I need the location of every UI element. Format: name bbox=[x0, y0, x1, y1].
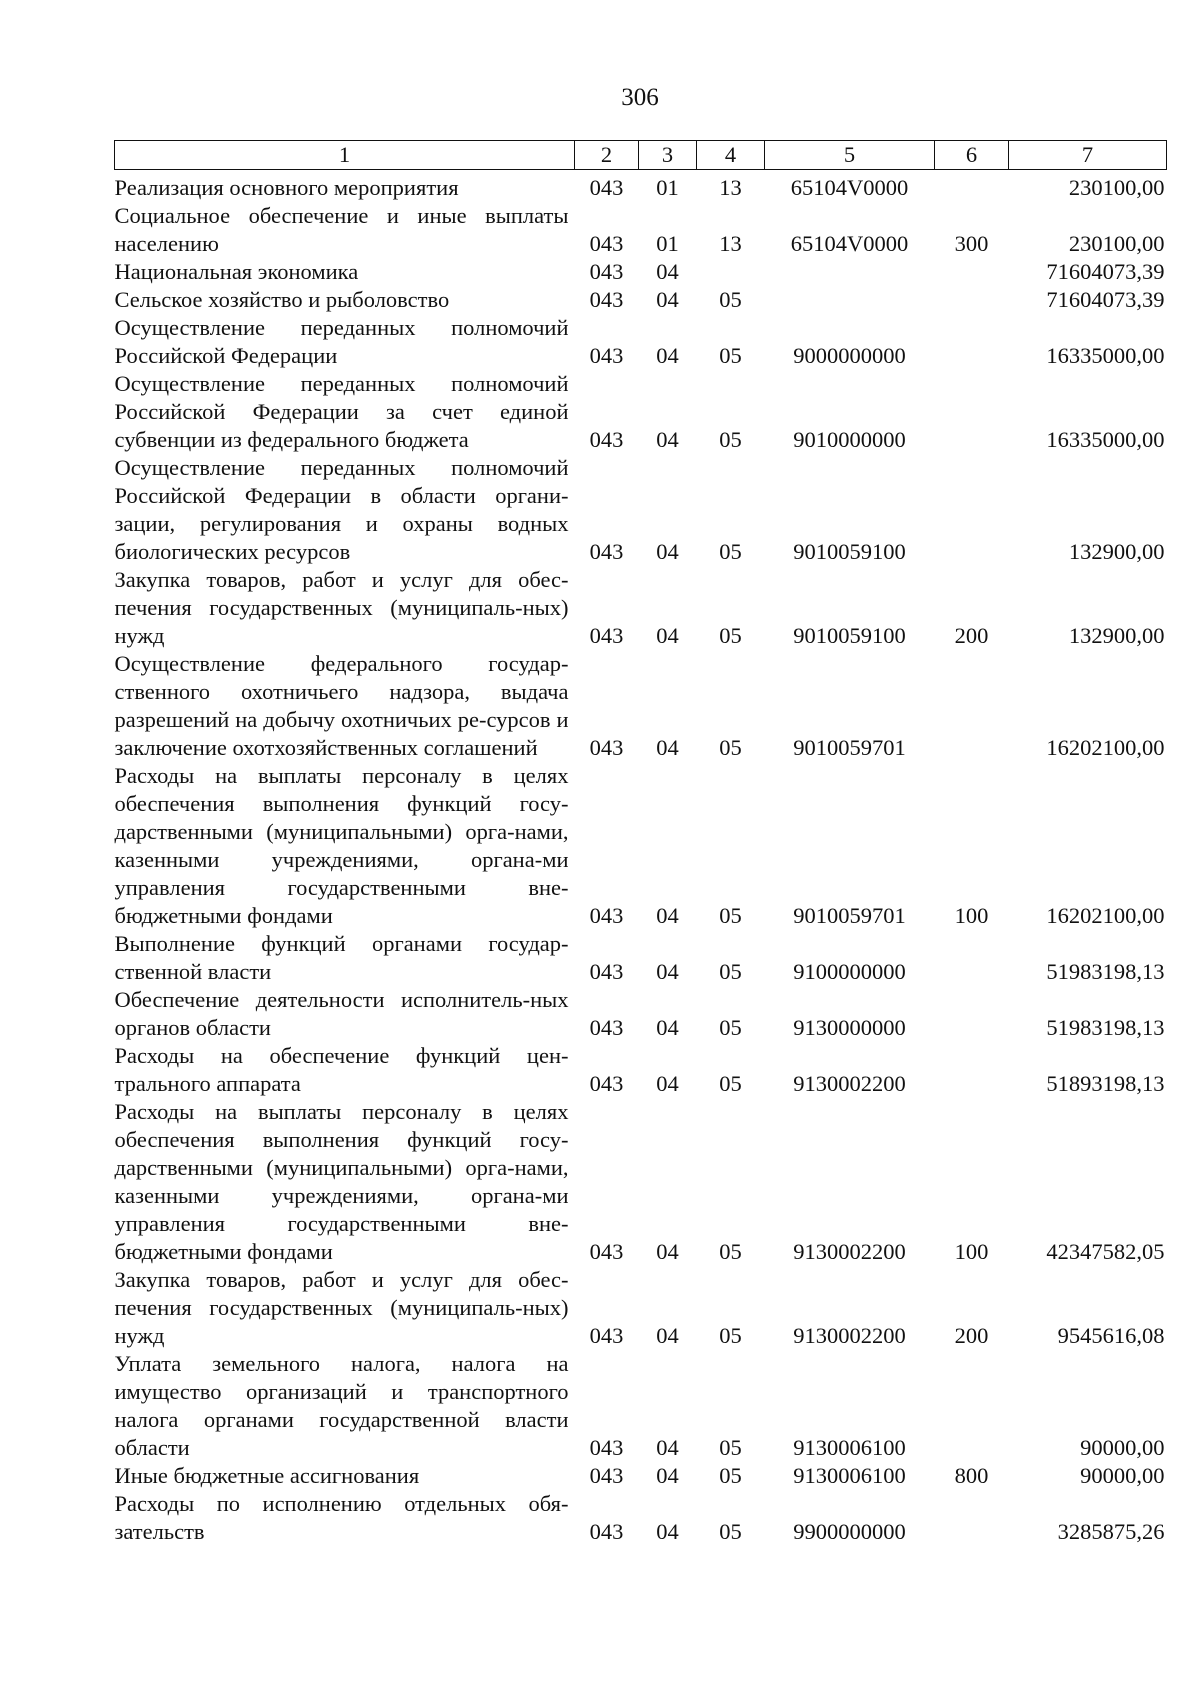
table-row bbox=[115, 370, 1167, 454]
amount: 3285875,26 bbox=[1057, 1519, 1165, 1544]
subsection-code: 05 bbox=[719, 1519, 742, 1544]
target-article-code: 9130000000 bbox=[793, 1015, 906, 1040]
target-article-code: 9010059701 bbox=[793, 903, 906, 928]
column-header: 5 bbox=[765, 141, 935, 170]
target-article-code: 9130002200 bbox=[793, 1239, 906, 1264]
subsection-code bbox=[697, 258, 765, 286]
ministry-code: 043 bbox=[589, 427, 624, 452]
table-row bbox=[115, 1490, 1167, 1546]
section-code: 01 bbox=[656, 231, 679, 256]
target-article-code: 9010059100 bbox=[793, 539, 906, 564]
ministry-code: 043 bbox=[589, 903, 624, 928]
table-row bbox=[115, 930, 1167, 986]
page-number: 306 bbox=[621, 84, 659, 111]
item-name: Национальная экономика bbox=[114, 259, 359, 284]
subsection-code: 05 bbox=[719, 1435, 742, 1460]
amount: 51983198,13 bbox=[1046, 959, 1165, 984]
item-name: Расходы на выплаты персоналу в целях обеспечения выполнения функций госу-дарственными (муниципальными) орга-нами, казенными учреждениями, органа-ми управления государственными вне-бюджетными фондами bbox=[114, 763, 569, 928]
section-code: 04 bbox=[656, 343, 679, 368]
table-row bbox=[115, 1042, 1167, 1098]
amount: 51983198,13 bbox=[1046, 1015, 1165, 1040]
target-article-code: 9130006100 bbox=[793, 1463, 906, 1488]
amount: 9545616,08 bbox=[1057, 1323, 1165, 1348]
ministry-code: 043 bbox=[589, 1323, 624, 1348]
column-header: 7 bbox=[1009, 141, 1167, 170]
item-name: Расходы на выплаты персоналу в целях обеспечения выполнения функций госу-дарственными (муниципальными) орга-нами, казенными учреждениями, органа-ми управления государственными вне-бюджетными фондами bbox=[114, 1099, 569, 1264]
expense-type-code bbox=[935, 314, 1009, 370]
table-row bbox=[115, 1462, 1167, 1490]
ministry-code: 043 bbox=[589, 1239, 624, 1264]
expense-type-code: 800 bbox=[954, 1463, 989, 1488]
header-row bbox=[115, 141, 1167, 170]
target-article-code: 9010059100 bbox=[793, 623, 906, 648]
table-row bbox=[115, 566, 1167, 650]
expense-type-code: 300 bbox=[954, 231, 989, 256]
item-name: Иные бюджетные ассигнования bbox=[114, 1463, 420, 1488]
target-article-code bbox=[765, 258, 935, 286]
item-name: Закупка товаров, работ и услуг для обес-печения государственных (муниципаль-ных) нужд bbox=[114, 1267, 569, 1348]
table-row bbox=[115, 986, 1167, 1042]
target-article-code: 65104V0000 bbox=[790, 231, 909, 256]
amount: 90000,00 bbox=[1080, 1435, 1165, 1460]
item-name: Реализация основного мероприятия bbox=[114, 175, 459, 200]
column-header: 4 bbox=[697, 141, 765, 170]
ministry-code: 043 bbox=[589, 539, 624, 564]
amount: 16335000,00 bbox=[1046, 427, 1165, 452]
expense-type-code bbox=[935, 258, 1009, 286]
subsection-code: 05 bbox=[719, 959, 742, 984]
amount: 71604073,39 bbox=[1046, 287, 1165, 312]
budget-table bbox=[114, 140, 1167, 1546]
expense-type-code bbox=[935, 454, 1009, 566]
amount: 230100,00 bbox=[1068, 175, 1165, 200]
section-code: 04 bbox=[656, 623, 679, 648]
expense-type-code: 100 bbox=[954, 903, 989, 928]
section-code: 04 bbox=[656, 1435, 679, 1460]
amount: 132900,00 bbox=[1068, 623, 1165, 648]
section-code: 01 bbox=[656, 175, 679, 200]
ministry-code: 043 bbox=[589, 259, 624, 284]
item-name: Социальное обеспечение и иные выплаты населению bbox=[114, 203, 569, 256]
subsection-code: 05 bbox=[719, 623, 742, 648]
amount: 42347582,05 bbox=[1046, 1239, 1165, 1264]
subsection-code: 05 bbox=[719, 427, 742, 452]
target-article-code: 9010059701 bbox=[793, 735, 906, 760]
ministry-code: 043 bbox=[589, 287, 624, 312]
section-code: 04 bbox=[656, 903, 679, 928]
amount: 51893198,13 bbox=[1046, 1071, 1165, 1096]
amount: 132900,00 bbox=[1068, 539, 1165, 564]
target-article-code: 9010000000 bbox=[793, 427, 906, 452]
table-row bbox=[115, 170, 1167, 203]
subsection-code: 05 bbox=[719, 1463, 742, 1488]
expense-type-code bbox=[935, 1350, 1009, 1462]
item-name: Расходы по исполнению отдельных обя-зательств bbox=[114, 1491, 569, 1544]
ministry-code: 043 bbox=[589, 1463, 624, 1488]
ministry-code: 043 bbox=[589, 1015, 624, 1040]
amount: 16202100,00 bbox=[1046, 735, 1165, 760]
section-code: 04 bbox=[656, 427, 679, 452]
expense-type-code: 200 bbox=[954, 623, 989, 648]
ministry-code: 043 bbox=[589, 735, 624, 760]
column-header: 1 bbox=[115, 141, 575, 170]
item-name: Расходы на обеспечение функций цен-трального аппарата bbox=[114, 1043, 569, 1096]
target-article-code: 9000000000 bbox=[793, 343, 906, 368]
amount: 71604073,39 bbox=[1046, 259, 1165, 284]
section-code: 04 bbox=[656, 1323, 679, 1348]
table-row bbox=[115, 650, 1167, 762]
item-name: Осуществление переданных полномочий Российской Федерации в области органи-зации, регулирования и охраны водных биологических ресурсов bbox=[114, 455, 569, 564]
table-row bbox=[115, 1098, 1167, 1266]
subsection-code: 05 bbox=[719, 1071, 742, 1096]
section-code: 04 bbox=[656, 1239, 679, 1264]
target-article-code: 65104V0000 bbox=[790, 175, 909, 200]
subsection-code: 13 bbox=[719, 231, 742, 256]
expense-type-code bbox=[935, 170, 1009, 203]
ministry-code: 043 bbox=[589, 175, 624, 200]
section-code: 04 bbox=[656, 1463, 679, 1488]
section-code: 04 bbox=[656, 735, 679, 760]
target-article-code: 9100000000 bbox=[793, 959, 906, 984]
subsection-code: 13 bbox=[719, 175, 742, 200]
expense-type-code bbox=[935, 1042, 1009, 1098]
section-code: 04 bbox=[656, 1071, 679, 1096]
expense-type-code: 200 bbox=[954, 1323, 989, 1348]
target-article-code: 9130002200 bbox=[793, 1071, 906, 1096]
column-header: 6 bbox=[935, 141, 1009, 170]
table-row bbox=[115, 1266, 1167, 1350]
subsection-code: 05 bbox=[719, 735, 742, 760]
section-code: 04 bbox=[656, 959, 679, 984]
subsection-code: 05 bbox=[719, 539, 742, 564]
expense-type-code bbox=[935, 986, 1009, 1042]
subsection-code: 05 bbox=[719, 903, 742, 928]
ministry-code: 043 bbox=[589, 623, 624, 648]
section-code: 04 bbox=[656, 259, 679, 284]
section-code: 04 bbox=[656, 539, 679, 564]
expense-type-code bbox=[935, 286, 1009, 314]
column-header: 3 bbox=[639, 141, 697, 170]
target-article-code: 9900000000 bbox=[793, 1519, 906, 1544]
section-code: 04 bbox=[656, 1015, 679, 1040]
table-row bbox=[115, 258, 1167, 286]
item-name: Уплата земельного налога, налога на имущество организаций и транспортного налога органами государственной власти области bbox=[114, 1351, 569, 1460]
ministry-code: 043 bbox=[589, 1435, 624, 1460]
subsection-code: 05 bbox=[719, 343, 742, 368]
column-header: 2 bbox=[575, 141, 639, 170]
subsection-code: 05 bbox=[719, 1323, 742, 1348]
expense-type-code bbox=[935, 370, 1009, 454]
section-code: 04 bbox=[656, 287, 679, 312]
item-name: Закупка товаров, работ и услуг для обес-печения государственных (муниципаль-ных) нужд bbox=[114, 567, 569, 648]
item-name: Обеспечение деятельности исполнитель-ных органов области bbox=[114, 987, 569, 1040]
table-row bbox=[115, 286, 1167, 314]
section-code: 04 bbox=[656, 1519, 679, 1544]
amount: 230100,00 bbox=[1068, 231, 1165, 256]
item-name: Осуществление федерального государ-ственного охотничьего надзора, выдача разрешений на добычу охотничьих ре-сурсов и заключение охотхозяйственных соглашений bbox=[114, 651, 569, 760]
item-name: Осуществление переданных полномочий Российской Федерации за счет единой субвенции из федерального бюджета bbox=[114, 371, 569, 452]
subsection-code: 05 bbox=[719, 1015, 742, 1040]
item-name: Осуществление переданных полномочий Российской Федерации bbox=[114, 315, 569, 368]
amount: 16202100,00 bbox=[1046, 903, 1165, 928]
table-row bbox=[115, 314, 1167, 370]
expense-type-code: 100 bbox=[954, 1239, 989, 1264]
item-name: Выполнение функций органами государ-ственной власти bbox=[114, 931, 569, 984]
target-article-code: 9130006100 bbox=[793, 1435, 906, 1460]
table-body bbox=[115, 170, 1167, 1547]
table-row bbox=[115, 454, 1167, 566]
expense-type-code bbox=[935, 650, 1009, 762]
expense-type-code bbox=[935, 930, 1009, 986]
amount: 16335000,00 bbox=[1046, 343, 1165, 368]
amount: 90000,00 bbox=[1080, 1463, 1165, 1488]
ministry-code: 043 bbox=[589, 1519, 624, 1544]
ministry-code: 043 bbox=[589, 231, 624, 256]
item-name: Сельское хозяйство и рыболовство bbox=[114, 287, 450, 312]
table-row bbox=[115, 202, 1167, 258]
expense-type-code bbox=[935, 1490, 1009, 1546]
subsection-code: 05 bbox=[719, 287, 742, 312]
ministry-code: 043 bbox=[589, 1071, 624, 1096]
ministry-code: 043 bbox=[589, 959, 624, 984]
table-row bbox=[115, 762, 1167, 930]
target-article-code bbox=[765, 286, 935, 314]
target-article-code: 9130002200 bbox=[793, 1323, 906, 1348]
ministry-code: 043 bbox=[589, 343, 624, 368]
table-row bbox=[115, 1350, 1167, 1462]
subsection-code: 05 bbox=[719, 1239, 742, 1264]
